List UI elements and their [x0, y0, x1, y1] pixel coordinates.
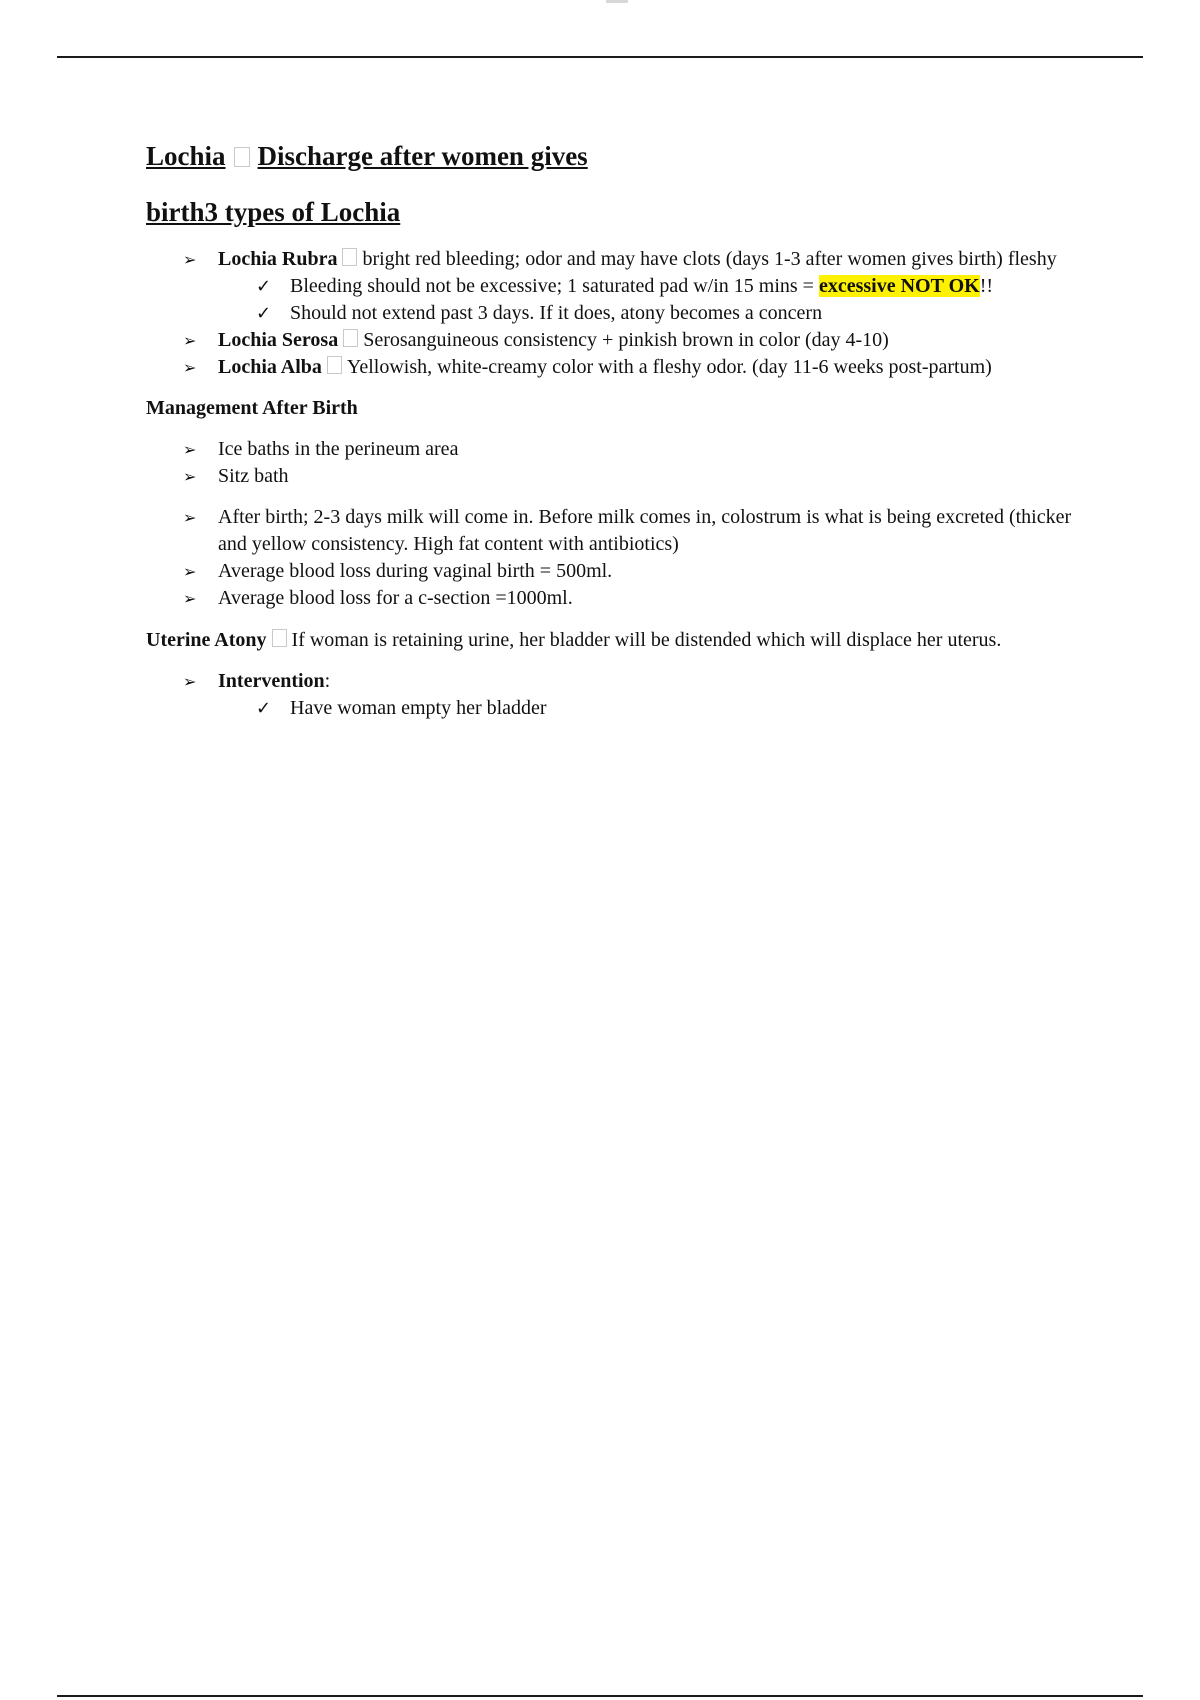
intervention-list: [146, 668, 1086, 695]
checkmark-icon: ✓: [256, 276, 272, 297]
after-birth-list: [146, 504, 1086, 612]
arrow-bullet-icon: ➢: [183, 589, 197, 608]
missing-glyph-icon: [342, 248, 357, 266]
rubra-checks: [218, 273, 1086, 327]
lochia-types-list-cont: [146, 327, 1086, 381]
arrow-bullet-icon: ➢: [183, 440, 197, 459]
list-item-lochia-serosa: ➢ Lochia Serosa Serosanguineous consistency + pinkish brown in color (day 4-10): [146, 327, 1086, 354]
arrow-bullet-icon: ➢: [183, 250, 197, 269]
missing-glyph-icon: [234, 147, 250, 167]
list-item: ➢ Sitz bath: [146, 463, 1086, 490]
list-item: ➢ Ice baths in the perineum area: [146, 436, 1086, 463]
arrow-bullet-icon: ➢: [183, 562, 197, 581]
lochia-types-list: [146, 246, 1086, 273]
checkmark-icon: ✓: [256, 698, 272, 719]
list-item-lochia-rubra: ➢ Lochia Rubra bright red bleeding; odor and may have clots (days 1-3 after women gives birth) fleshy: [146, 246, 1086, 273]
list-item-intervention: ➢ Intervention:: [146, 668, 1086, 695]
list-item-lochia-alba: ➢ Lochia Alba Yellowish, white-creamy color with a fleshy odor. (day 11-6 weeks post-partum): [146, 354, 1086, 381]
missing-glyph-icon: [343, 329, 358, 347]
list-item: ➢ Average blood loss for a c-section =1000ml.: [146, 585, 1086, 612]
arrow-bullet-icon: ➢: [183, 358, 197, 377]
arrow-bullet-icon: ➢: [183, 508, 197, 527]
document-body: [146, 136, 1086, 722]
checkmark-icon: ✓: [256, 303, 272, 324]
header-mark: [606, 0, 628, 3]
arrow-bullet-icon: ➢: [183, 331, 197, 350]
arrow-bullet-icon: ➢: [183, 672, 197, 691]
management-list: [146, 436, 1086, 490]
page-subtitle: birth3 types of Lochia: [146, 197, 401, 227]
list-item: ➢ After birth; 2-3 days milk will come in. Before milk comes in, colostrum is what is being excreted (thicker and yellow consistency. High fat content with antibiotics): [183, 506, 1072, 555]
missing-glyph-icon: [327, 356, 342, 374]
bottom-rule: [57, 1695, 1143, 1697]
arrow-bullet-icon: ➢: [183, 467, 197, 486]
check-item: ✓ Bleeding should not be excessive; 1 saturated pad w/in 15 mins = excessive NOT OK!!: [218, 273, 1086, 300]
highlighted-warning: excessive NOT OK: [818, 275, 980, 297]
top-rule: [57, 56, 1143, 58]
check-item: ✓ Have woman empty her bladder: [218, 695, 1086, 722]
page-title: Lochia Discharge after women gives: [146, 141, 588, 171]
management-heading: Management After Birth: [146, 397, 358, 419]
uterine-atony-paragraph: Uterine Atony If woman is retaining urine, her bladder will be distended which will displace her uterus.: [146, 629, 1002, 651]
intervention-checks: [218, 695, 1086, 722]
check-item: ✓ Should not extend past 3 days. If it does, atony becomes a concern: [218, 300, 1086, 327]
list-item: ➢ Average blood loss during vaginal birth = 500ml.: [146, 558, 1086, 585]
missing-glyph-icon: [272, 629, 287, 647]
